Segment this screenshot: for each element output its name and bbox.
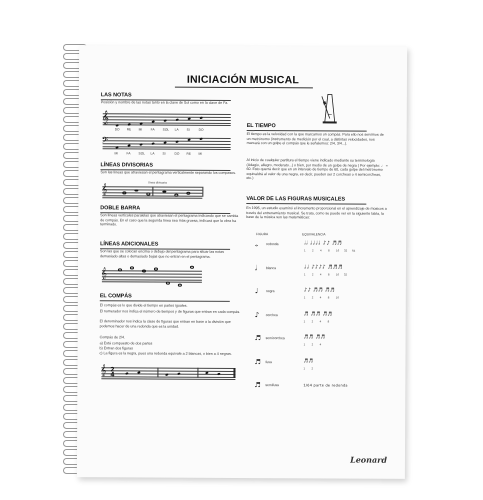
equivalence-count: 16 — [335, 295, 339, 300]
equivalence-count: 2 — [311, 295, 314, 300]
figure-equivalence: ♬ ♬♬ ♬♬ — [303, 310, 333, 317]
fa-note-name: FA — [126, 151, 131, 156]
sol-note-name: DO — [198, 127, 204, 132]
equivalence-count: 4 — [319, 295, 322, 300]
fa-note-name: MI — [198, 151, 203, 156]
equivalence-count: 32 — [343, 272, 348, 277]
note-head — [174, 194, 178, 197]
staff-bass — [103, 137, 231, 150]
metronome-icon — [317, 90, 343, 124]
equivalence-count: 1 — [304, 248, 306, 253]
note-head — [190, 266, 194, 269]
note-head — [142, 269, 146, 272]
figure-label: blanca — [265, 265, 276, 270]
sol-note-name: DO — [114, 127, 120, 132]
treble-clef-icon: 𝄞 — [101, 110, 109, 125]
text-lineas-divisorias: Son las líneas que atraviesan el pentagrama verticalmente separando los compases. — [100, 170, 236, 175]
treble-clef-icon: 𝄞 — [100, 365, 107, 377]
figure-equivalence: ♬♬ — [303, 357, 314, 364]
heading-lineas-divisorias: LÍNEAS DIVISORIAS — [100, 162, 153, 169]
sol-note-name: SOL — [162, 127, 170, 132]
sol-note-name: RE — [126, 127, 132, 132]
sol-note-name: FA — [150, 127, 155, 132]
time-signature-bottom: 4 — [110, 371, 115, 379]
equivalence-count: 4 — [319, 342, 322, 347]
time-signature — [110, 367, 114, 377]
figure-equivalence: ♬♬ ♬♬ — [303, 334, 326, 341]
fa-note-name: RE — [186, 151, 192, 156]
barline — [197, 368, 198, 378]
fa-note-name: SOL — [138, 151, 145, 156]
barline — [152, 187, 153, 197]
text-lineas-adicionales: Son las que se colocan encima o debajo del pentagrama para situar las notas demasiado altas o demasiado bajas que no entran en el pentagrama. — [100, 249, 224, 259]
equivalence-count: 1 — [303, 295, 306, 300]
heading-el-tiempo: EL TIEMPO — [246, 123, 276, 130]
fa-note-name: DO — [174, 151, 180, 156]
note-head — [134, 189, 138, 192]
equivalence-count: 4 — [319, 271, 322, 276]
barline — [202, 187, 203, 197]
column-figura: FIGURA — [256, 232, 269, 237]
equivalence-count: 16 — [335, 271, 340, 277]
equivalence-count: 8 — [328, 248, 330, 253]
figure-symbol-redonda: 𝅝 — [255, 240, 258, 249]
double-barline — [233, 368, 235, 378]
text-compas-5: a) Está compuesto de dos partes — [99, 341, 153, 346]
figure-label: semicorchea — [265, 336, 285, 341]
figure-equivalence: 1/64 parte de redonda — [303, 383, 348, 388]
equivalence-count: 16 — [336, 248, 340, 253]
treble-clef-icon: 𝄞 — [101, 184, 108, 196]
page-title: INICIACIÓN MUSICAL — [186, 73, 300, 87]
figure-equivalence: ♪♪ ♬♬ ♬♬ — [303, 287, 335, 294]
sol-note-name: MI — [138, 127, 143, 132]
note-head — [186, 192, 190, 195]
figure-equivalence-counts — [304, 272, 352, 276]
figure-label: corchea — [265, 312, 278, 317]
text-las-notas: Posición y nombre de las notas tanto en la clave de Sol como en la clave de Fa. — [100, 100, 229, 105]
heading-doble-barra: DOBLE BARRA — [100, 205, 141, 212]
staff-adicionales — [102, 270, 202, 283]
heading-valor-figuras: VALOR DE LAS FIGURAS MUSICALES — [246, 196, 346, 203]
fa-note-name: SI — [162, 151, 166, 156]
heading-lineas-adicionales: LÍNEAS ADICIONALES — [100, 241, 159, 248]
figure-equivalence-counts — [303, 366, 319, 370]
brand-logo: Leonard — [350, 454, 387, 465]
equivalence-count: 4 — [320, 248, 322, 253]
figure-symbol-semifusa: ♬ — [254, 381, 261, 390]
text-valor-figuras: En 1995, un estudio examinó el incremento proporcional en el aprendizaje de músicos a través del entrenamiento musical. Se trata, como se puede ver en la siguiente tabla, la base de la música son las matemáticas: — [246, 206, 387, 220]
note-head — [130, 266, 134, 269]
equivalence-count: 32 — [344, 248, 348, 253]
barline — [157, 368, 158, 378]
figure-symbol-blanca: 𝅗𝅥 — [254, 263, 258, 272]
equivalence-count: 2 — [311, 365, 314, 370]
equivalence-count: 1 — [303, 271, 306, 276]
heading-el-compas: EL COMPÁS — [99, 293, 132, 300]
figure-symbol-corchea: ♪ — [254, 310, 260, 319]
figure-label: fusa — [265, 359, 272, 364]
text-doble-barra: Son líneas verticales paralelas que atraviesan el pentagrama indicando que se cambia de compás. En el caso que la segunda línea sea más gruesa, indicará que la obra ha terminado. — [100, 213, 239, 227]
note-head — [178, 284, 182, 287]
figure-symbol-semicorchea: ♬ — [254, 334, 261, 343]
equivalence-count: 4 — [319, 318, 322, 323]
text-compas-6: b) Entran dos figuras — [99, 346, 133, 351]
text-tiempo-2: Al inicio de cualquier partitura el tiempo viene indicado mediante su terminología (Adagio, allegro, moderato...) o bien, por medio de un golpe de negra ( Por ejemplo: ♩ = 60. Esto querrá decir que en un intervalo de tiempo de 60, cada golpe del metrónomo equivaldrá al valor de una negra, es decir, pueden ser 2 corcheas o 4 semicorcheas, etc.) — [246, 158, 388, 181]
equivalence-count: 8 — [327, 318, 330, 323]
figure-symbol-negra: ♩ — [254, 287, 259, 296]
figure-equivalence-counts — [304, 295, 344, 299]
equivalence-count: 8 — [327, 271, 330, 276]
text-compas-4: Compás de 2/4. — [99, 335, 125, 340]
note-head — [122, 191, 126, 194]
figure-label: redonda — [266, 242, 279, 247]
treble-note-names — [115, 127, 211, 132]
text-compas-3: El denominador nos indica la clase de figuras que entran en base a la división que podemos hacer de una redonda que es la unidad. — [99, 319, 231, 329]
equivalence-count: 8 — [327, 295, 330, 300]
time-signature-top: 2 — [110, 366, 115, 374]
figure-equivalence-counts — [304, 319, 336, 323]
equivalence-count: 1 — [303, 342, 306, 347]
text-compas-1: El compás es lo que divide el tiempo en partes iguales. — [99, 303, 188, 308]
equivalence-count: 2 — [311, 318, 314, 323]
equivalence-count: 1 — [303, 318, 306, 323]
figure-equivalence: ♩♩ ♪♪♪♪ ♬♬♬ — [303, 263, 343, 271]
figure-equivalence: 𝅗𝅥𝅗𝅥 ♩♩♩♩ ♪♪ ♬♬ — [304, 240, 342, 247]
figure-symbol-fusa: ♬ — [254, 357, 261, 366]
text-tiempo-1: El tiempo es la velocidad con la que marcamos un compás. Para ello nos servimos de un metrónomo (instrumento de medición por el cual, a distintas velocidades, nos marcará con un golpe el compás que le señalemos: 2/4, 3/4...). — [246, 132, 384, 146]
fa-note-name: LA — [150, 151, 155, 156]
notebook-page — [77, 45, 407, 479]
sol-note-name: LA — [174, 127, 179, 132]
bass-clef-icon: 𝄢 — [101, 136, 109, 148]
figure-label: semifusa — [265, 383, 279, 388]
text-compas-7: c) La figura es la negra, pues una redonda equivale a 2 blancas, o bien a 4 negras. — [99, 351, 232, 356]
note-head — [154, 268, 158, 271]
equivalence-count: 1 — [303, 365, 306, 370]
figure-equivalence-counts — [304, 248, 360, 252]
equivalence-count: 64 — [352, 248, 356, 253]
fa-note-name: MI — [114, 151, 119, 156]
note-head — [146, 193, 150, 196]
text-compas-2: El numerador nos indica el número de tiempos y de figuras que entran en cada compás. — [99, 309, 241, 314]
note-head — [118, 268, 122, 271]
figure-equivalence-counts — [304, 342, 328, 346]
title-underline — [175, 87, 313, 89]
figure-label: negra — [265, 289, 275, 294]
equivalence-count: 2 — [311, 342, 314, 347]
heading-las-notas: LAS NOTAS — [100, 92, 132, 99]
sol-note-name: SI — [186, 127, 190, 132]
equivalence-count: 2 — [311, 271, 314, 276]
note-head — [166, 282, 170, 285]
figures-table — [79, 45, 407, 47]
bass-note-names — [115, 151, 211, 156]
treble-clef-icon: 𝄞 — [100, 268, 107, 280]
column-equivalencia: EQUIVALENCIA — [302, 232, 326, 237]
equivalence-count: 2 — [312, 248, 314, 253]
label-linea-divisoria: línea divisoria — [148, 180, 167, 185]
